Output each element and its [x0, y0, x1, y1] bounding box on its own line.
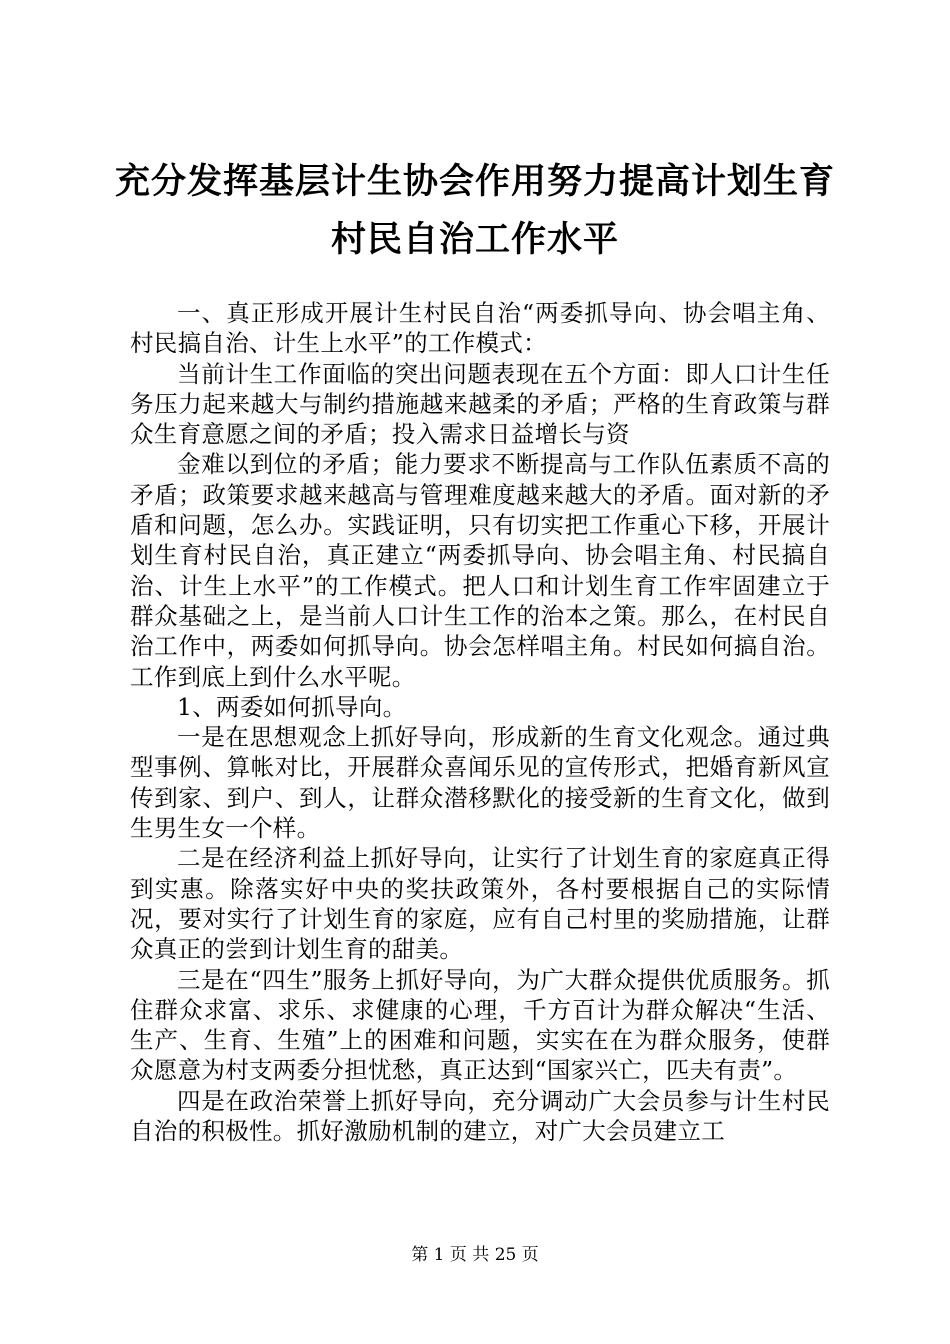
paragraph-2: 当前计生工作面临的突出问题表现在五个方面：即人口计生任务压力起来越大与制约措施越来越柔的矛盾；严格的生育政策与群众生育意愿之间的矛盾；投入需求日益增长与资: [130, 359, 830, 449]
paragraph-7: 三是在“四生”服务上抓好导向，为广大群众提供优质服务。抓住群众求富、求乐、求健康的心理，千方百计为群众解决“生活、生产、生育、生殖”上的困难和问题，实实在在为群众服务，使群众愿意为村支两委分担忧愁，真正达到“国家兴亡，匹夫有责”。: [130, 965, 830, 1085]
paragraph-4-heading: 1、两委如何抓导向。: [177, 692, 407, 721]
document-body: [130, 298, 830, 1146]
document-title-line-1: 充分发挥基层计生协会作用努力提高计划生育: [114, 162, 835, 202]
page-footer: 第 1 页 共 25 页: [411, 1245, 539, 1265]
paragraph-5: 一是在思想观念上抓好导向，形成新的生育文化观念。通过典型事例、算帐对比，开展群众喜闻乐见的宣传形式，把婚育新风宣传到家、到户、到人，让群众潜移默化的接受新的生育文化，做到生男生女一个样。: [130, 723, 830, 843]
document-title-line-2: 村民自治工作水平: [330, 220, 619, 260]
paragraph-1: 一、真正形成开展计生村民自治“两委抓导向、协会唱主角、村民搞自治、计生上水平”的工作模式：: [130, 299, 830, 358]
paragraph-8: 四是在政治荣誉上抓好导向，充分调动广大会员参与计生村民自治的积极性。抓好激励机制的建立，对广大会员建立工: [130, 1086, 830, 1146]
paragraph-6: 二是在经济利益上抓好导向，让实行了计划生育的家庭真正得到实惠。除落实好中央的奖扶政策外，各村要根据自己的实际情况，要对实行了计划生育的家庭，应有自己村里的奖励措施，让群众真正的尝到计划生育的甜美。: [130, 844, 830, 964]
paragraph-3: 金难以到位的矛盾；能力要求不断提高与工作队伍素质不高的矛盾；政策要求越来越高与管理难度越来越大的矛盾。面对新的矛盾和问题，怎么办。实践证明，只有切实把工作重心下移，开展计划生育村民自治，真正建立“两委抓导向、协会唱主角、村民搞自治、计生上水平”的工作模式。把人口和计划生育工作牢固建立于群众基础之上，是当前人口计生工作的治本之策。那么，在村民自治工作中，两委如何抓导向。协会怎样唱主角。村民如何搞自治。工作到底上到什么水平呢。: [130, 450, 830, 691]
